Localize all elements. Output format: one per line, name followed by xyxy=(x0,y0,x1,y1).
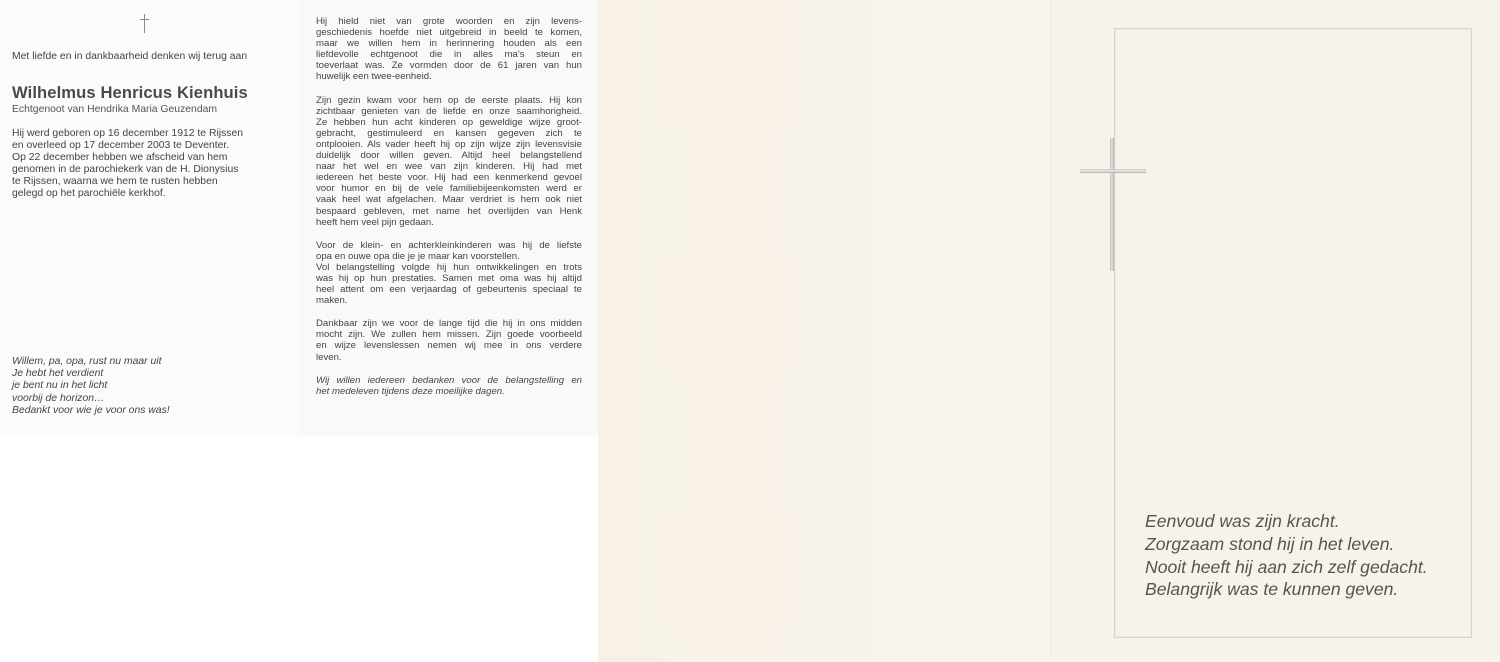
bio-line: Hij werd geboren op 16 december 1912 te Rijssen xyxy=(12,128,244,139)
text-line: het medeleven tijdens deze moeilijke dagen. xyxy=(316,385,505,397)
text-line: duidelijk door willen geven. Altijd heel belangstellend xyxy=(316,150,582,162)
text-line: maar we willen hem in herinnering houden als een xyxy=(316,38,582,50)
poem-line: Je hebt het verdient xyxy=(12,368,104,380)
closing-thanks xyxy=(316,375,582,397)
text-line: en wijze levenslessen nemen wij mee in ons verdere xyxy=(316,340,582,352)
inner-card xyxy=(0,0,598,436)
paragraph xyxy=(316,16,582,83)
text-line: toeverlaat was. Ze vormden door de 61 jaren van hun xyxy=(316,60,582,72)
text-line: mocht zijn. We zullen hem missen. Zijn goede voorbeeld xyxy=(316,329,582,341)
poem xyxy=(12,356,272,417)
bio-line: genomen in de parochiekerk van de H. Dionysius xyxy=(12,164,239,176)
text-line: zichtbaar genieten van de liefde en onze saamhorigheid. xyxy=(316,105,582,117)
paragraph xyxy=(316,318,582,362)
text-line: vaak heel wat afgelachen. Maar verdriet is hem ook niet xyxy=(316,194,582,206)
memorial-text xyxy=(316,16,582,409)
motto-line: Eenvoud was zijn kracht. xyxy=(1145,511,1340,531)
text-line: Dankbaar zijn we voor de lange tijd die hij in ons midden xyxy=(316,318,582,330)
motto-line: Zorgzaam stond hij in het leven. xyxy=(1145,533,1395,554)
text-line: naar het wel en wee van zijn kinderen. Hij had met xyxy=(316,161,582,173)
deceased-name: Wilhelmus Henricus Kienhuis xyxy=(12,83,248,102)
text-line: Ze hebben hun acht kinderen op geweldige wijze groot- xyxy=(316,116,582,128)
text-line: leven. xyxy=(316,351,342,363)
cross-icon xyxy=(139,14,151,34)
text-line: huwelijk een twee-eenheid. xyxy=(316,71,432,83)
bio-line: gelegd op het parochiële kerkhof. xyxy=(12,188,166,200)
text-line: bespaard gebleven, met name het overlijden van Henk xyxy=(316,205,582,217)
bio-line: te Rijssen, waarna we hem te rusten hebben xyxy=(12,176,218,188)
text-line: liefdevolle echtgenoot die in alles ma's steun en xyxy=(316,49,582,61)
text-line: maken. xyxy=(316,295,348,307)
spouse-line: Echtgenoot van Hendrika Maria Geuzendam xyxy=(12,104,218,115)
paragraph xyxy=(316,240,582,307)
text-line: voor humor en bij de vele familiebijeenkomsten werd er xyxy=(316,183,582,195)
motto xyxy=(1145,510,1475,601)
text-line: gebracht, gestimuleerd en kansen gegeven zich te xyxy=(316,127,582,139)
text-line: Hij hield niet van grote woorden en zijn levens- xyxy=(316,16,582,27)
motto-line: Belangrijk was te kunnen geven. xyxy=(1145,579,1399,600)
text-line: Voor de klein- en achterkleinkinderen was hij de liefste xyxy=(316,239,582,251)
text-line: iedereen het beste voor. Hij had een kenmerkend gevoel xyxy=(316,172,582,184)
text-line: geschiedenis hoefde niet uitgebreid in beeld te komen, xyxy=(316,27,582,39)
poem-line: je bent nu in het licht xyxy=(12,380,108,392)
text-line: Zijn gezin kwam voor hem op de eerste plaats. Hij kon xyxy=(316,94,582,106)
paragraph xyxy=(316,95,582,228)
intro-text: Met liefde en in dankbaarheid denken wij terug aan xyxy=(12,51,248,62)
bio-line: en overleed op 17 december 2003 te Deventer. xyxy=(12,140,230,152)
poem-line: Bedankt voor wie je voor ons was! xyxy=(12,404,170,416)
text-line: heel attent om een verjaardag of gebeurtenis speciaal te xyxy=(316,284,582,296)
bio-line: Op 22 december hebben we afscheid van hem xyxy=(12,152,228,164)
poem-line: voorbij de horizon… xyxy=(12,392,105,404)
poem-line: Willem, pa, opa, rust nu maar uit xyxy=(12,356,162,367)
fold-line xyxy=(1050,0,1052,662)
text-line: was hij op hun prestaties. Samen met oma was hij altijd xyxy=(316,272,582,284)
text-line: Vol belangstelling volgde hij hun ontwikkelingen en trots xyxy=(316,261,582,273)
text-line: ontplooien. Als vader heeft hij op zijn wijze zijn levensvisie xyxy=(316,138,582,150)
text-line: heeft hem veel pijn gedaan. xyxy=(316,216,434,228)
text-line: opa en ouwe opa die je je maar kan voorstellen. xyxy=(316,250,520,262)
inner-left-panel xyxy=(0,0,300,436)
motto-line: Nooit heeft hij aan zich zelf gedacht. xyxy=(1145,556,1428,577)
outer-card xyxy=(598,0,1500,662)
back-panel xyxy=(598,0,1050,662)
biography xyxy=(12,128,282,201)
text-line: Wij willen iedereen bedanken voor de belangstelling en xyxy=(316,374,582,386)
